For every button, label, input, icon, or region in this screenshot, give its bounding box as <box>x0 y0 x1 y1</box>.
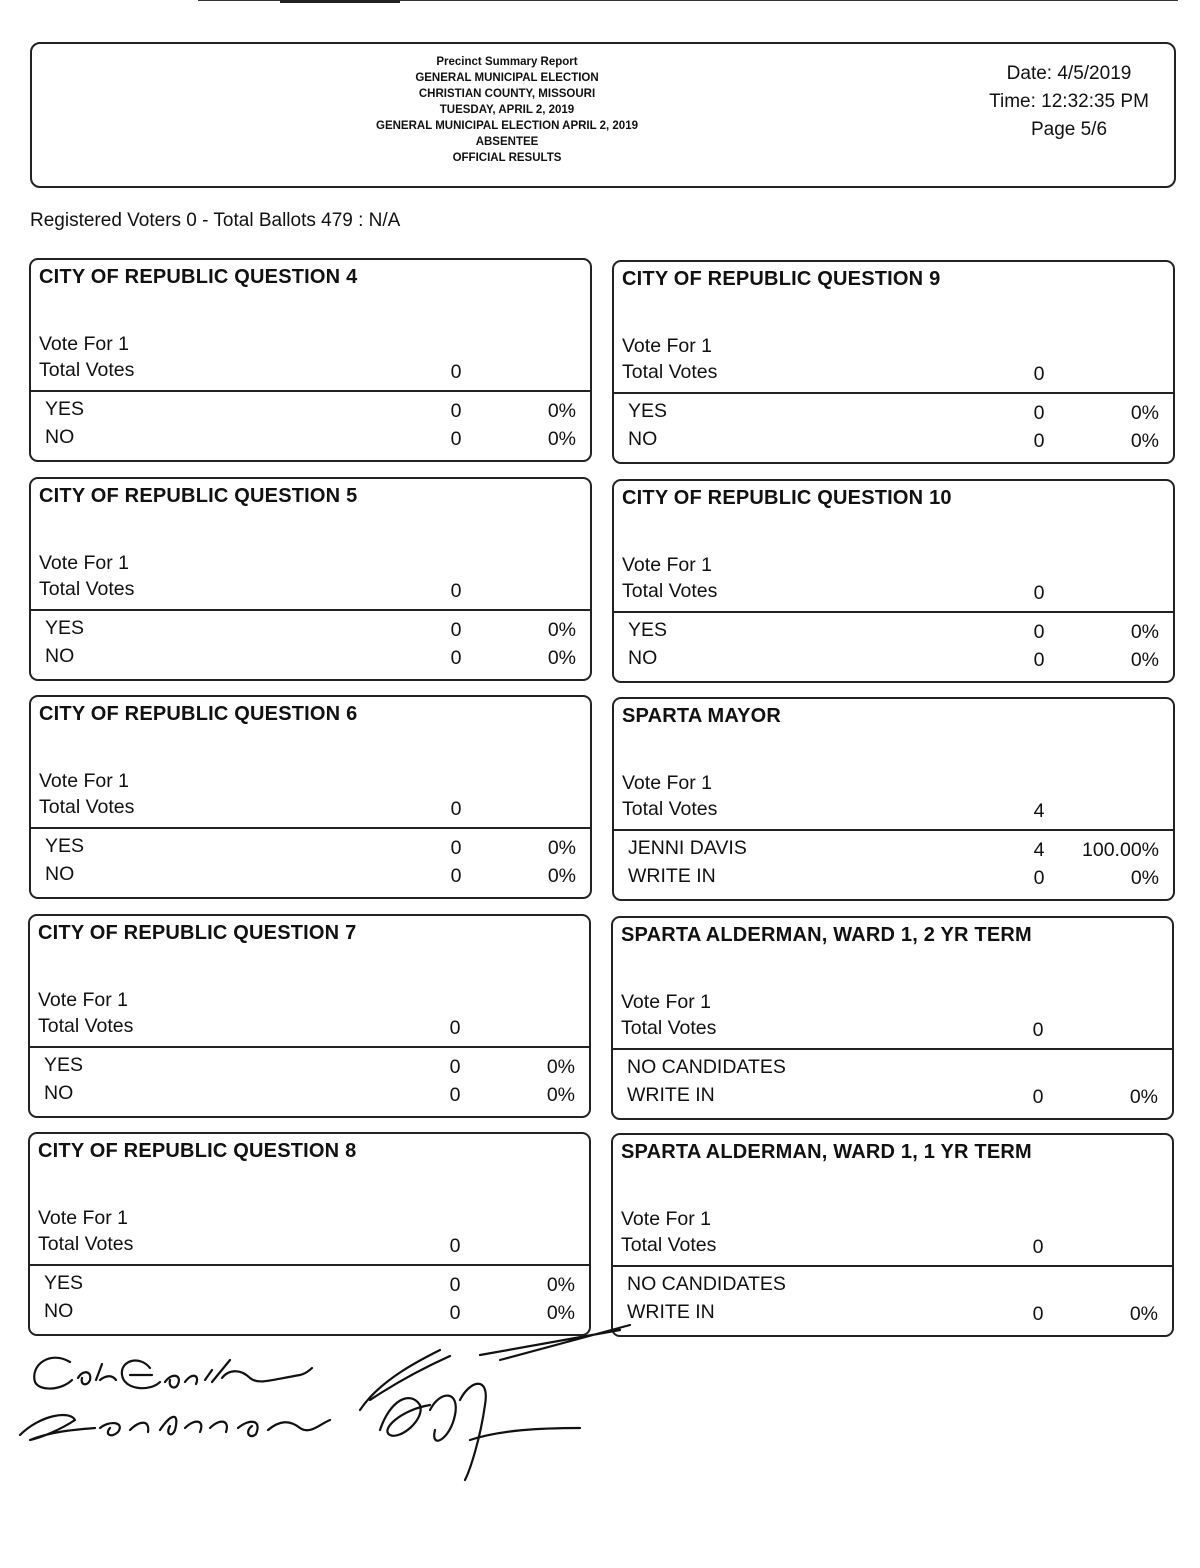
contest-box <box>612 479 1175 683</box>
choice-votes: 0 <box>1033 621 1045 643</box>
choice-row <box>45 645 576 671</box>
contest-title: SPARTA MAYOR <box>622 705 782 727</box>
contest-title: CITY OF REPUBLIC QUESTION 6 <box>39 703 358 725</box>
choice-name: WRITE IN <box>628 865 716 887</box>
total-votes-label: Total Votes <box>621 1017 717 1039</box>
choice-row <box>44 1082 575 1108</box>
choice-percent: 0% <box>1130 621 1159 643</box>
election-full-name: GENERAL MUNICIPAL ELECTION APRIL 2, 2019 <box>376 120 638 132</box>
choice-votes: 0 <box>450 619 462 641</box>
precinct-name: ABSENTEE <box>475 136 539 148</box>
choice-name: YES <box>628 619 668 641</box>
election-date: TUESDAY, APRIL 2, 2019 <box>439 104 575 116</box>
total-votes-label: Total Votes <box>622 798 718 820</box>
report-date: Date: 4/5/2019 <box>1006 63 1132 84</box>
choice-row <box>627 1084 1158 1110</box>
choice-name: YES <box>44 1272 84 1294</box>
choice-row <box>628 400 1159 426</box>
signature-2 <box>20 1415 330 1440</box>
choice-percent: 0% <box>547 428 576 450</box>
choice-row <box>45 426 576 452</box>
page-number: Page 5/6 <box>1030 119 1108 140</box>
choice-name: NO <box>628 428 658 450</box>
vote-for-label: Vote For 1 <box>39 770 129 792</box>
choice-row <box>44 1054 575 1080</box>
results-status: OFFICIAL RESULTS <box>452 152 562 164</box>
contest-divider <box>614 611 1173 613</box>
choice-row <box>628 647 1159 673</box>
contest-title: CITY OF REPUBLIC QUESTION 4 <box>39 266 358 288</box>
choice-percent: 0% <box>1130 649 1159 671</box>
vote-for-label: Vote For 1 <box>622 335 712 357</box>
choice-name: NO <box>44 1300 74 1322</box>
choice-name: NO <box>45 426 75 448</box>
vote-for-label: Vote For 1 <box>622 554 712 576</box>
contest-box <box>29 477 592 681</box>
total-votes-label: Total Votes <box>622 580 718 602</box>
contest-divider <box>614 392 1173 394</box>
top-rule-mark <box>280 0 400 3</box>
choice-votes: 0 <box>450 428 462 450</box>
total-votes-label: Total Votes <box>38 1015 134 1037</box>
choice-name: NO <box>45 863 75 885</box>
report-header <box>30 42 1176 188</box>
choice-percent: 0% <box>547 619 576 641</box>
contest-title: CITY OF REPUBLIC QUESTION 9 <box>622 268 941 290</box>
choice-percent: 0% <box>546 1084 575 1106</box>
report-meta <box>974 60 1164 144</box>
choice-percent: 0% <box>1130 402 1159 424</box>
contest-divider <box>613 1048 1172 1050</box>
choice-votes: 0 <box>449 1084 461 1106</box>
signature-line <box>480 1325 630 1360</box>
contest-box <box>29 695 592 899</box>
choice-votes: 0 <box>449 1274 461 1296</box>
choice-row <box>628 619 1159 645</box>
contest-divider <box>613 1265 1172 1267</box>
choice-row <box>45 863 576 889</box>
choice-percent: 0% <box>1129 1303 1158 1325</box>
contest-title: CITY OF REPUBLIC QUESTION 5 <box>39 485 358 507</box>
choice-name: YES <box>45 835 85 857</box>
report-title-block <box>332 54 682 166</box>
contest-box <box>28 914 591 1118</box>
contest-box <box>611 916 1174 1120</box>
contest-divider <box>30 1264 589 1266</box>
choice-row <box>628 428 1159 454</box>
total-votes-value: 0 <box>450 361 462 383</box>
vote-for-label: Vote For 1 <box>621 1208 711 1230</box>
total-votes-label: Total Votes <box>39 359 135 381</box>
total-votes-value: 0 <box>1033 363 1045 385</box>
choice-name: NO CANDIDATES <box>627 1273 786 1295</box>
choice-row <box>45 835 576 861</box>
choice-percent: 0% <box>546 1274 575 1296</box>
total-votes-value: 0 <box>1032 1236 1044 1258</box>
total-votes-label: Total Votes <box>621 1234 717 1256</box>
choice-votes: 0 <box>1033 649 1045 671</box>
choice-name: YES <box>44 1054 84 1076</box>
contest-box <box>612 260 1175 464</box>
vote-for-label: Vote For 1 <box>621 991 711 1013</box>
report-title: Precinct Summary Report <box>436 56 578 68</box>
vote-for-label: Vote For 1 <box>38 1207 128 1229</box>
total-votes-value: 0 <box>449 1235 461 1257</box>
signatures <box>0 1320 700 1500</box>
choice-row <box>45 617 576 643</box>
choice-percent: 0% <box>1130 867 1159 889</box>
registered-voters-summary: Registered Voters 0 - Total Ballots 479 : N/A <box>30 210 401 231</box>
signature-3 <box>360 1350 580 1480</box>
contest-divider <box>31 827 590 829</box>
choice-name: WRITE IN <box>627 1301 715 1323</box>
contest-divider <box>31 609 590 611</box>
choice-name: NO <box>45 645 75 667</box>
choice-votes: 0 <box>1033 867 1045 889</box>
election-name: GENERAL MUNICIPAL ELECTION <box>415 72 599 84</box>
choice-row <box>627 1056 1158 1082</box>
total-votes-value: 0 <box>1032 1019 1044 1041</box>
total-votes-label: Total Votes <box>38 1233 134 1255</box>
vote-for-label: Vote For 1 <box>39 333 129 355</box>
contest-title: SPARTA ALDERMAN, WARD 1, 1 YR TERM <box>621 1141 1032 1163</box>
choice-name: NO <box>628 647 658 669</box>
choice-percent: 0% <box>546 1302 575 1324</box>
total-votes-value: 0 <box>449 1017 461 1039</box>
choice-name: YES <box>628 400 668 422</box>
report-time: Time: 12:32:35 PM <box>989 91 1149 112</box>
choice-percent: 0% <box>546 1056 575 1078</box>
choice-votes: 0 <box>450 647 462 669</box>
contest-title: CITY OF REPUBLIC QUESTION 10 <box>622 487 952 509</box>
choice-name: WRITE IN <box>627 1084 715 1106</box>
contest-box <box>28 1132 591 1336</box>
total-votes-label: Total Votes <box>622 361 718 383</box>
total-votes-value: 0 <box>450 580 462 602</box>
signature-1 <box>34 1358 312 1389</box>
choice-percent: 0% <box>547 647 576 669</box>
choice-votes: 0 <box>1032 1086 1044 1108</box>
choice-row <box>628 837 1159 863</box>
vote-for-label: Vote For 1 <box>39 552 129 574</box>
choice-votes: 0 <box>450 400 462 422</box>
total-votes-label: Total Votes <box>39 796 135 818</box>
choice-percent: 0% <box>547 837 576 859</box>
choice-votes: 0 <box>450 837 462 859</box>
choice-votes: 0 <box>1032 1303 1044 1325</box>
choice-name: YES <box>45 398 85 420</box>
contest-box <box>612 697 1175 901</box>
contest-divider <box>31 390 590 392</box>
choice-votes: 0 <box>1033 402 1045 424</box>
choice-name: NO CANDIDATES <box>627 1056 786 1078</box>
choice-percent: 0% <box>1129 1086 1158 1108</box>
contest-box <box>611 1133 1174 1337</box>
choice-name: NO <box>44 1082 74 1104</box>
choice-votes: 0 <box>449 1302 461 1324</box>
choice-percent: 0% <box>1130 430 1159 452</box>
choice-votes: 0 <box>450 865 462 887</box>
county-name: CHRISTIAN COUNTY, MISSOURI <box>418 88 596 100</box>
total-votes-value: 4 <box>1033 800 1045 822</box>
choice-percent: 100.00% <box>1082 839 1159 861</box>
total-votes-value: 0 <box>1033 582 1045 604</box>
choice-row <box>627 1301 1158 1327</box>
choice-percent: 0% <box>547 865 576 887</box>
contest-box <box>29 258 592 462</box>
choice-row <box>627 1273 1158 1299</box>
choice-name: YES <box>45 617 85 639</box>
choice-votes: 0 <box>449 1056 461 1078</box>
choice-votes: 0 <box>1033 430 1045 452</box>
choice-row <box>628 865 1159 891</box>
choice-name: JENNI DAVIS <box>628 837 747 859</box>
choice-percent: 0% <box>547 400 576 422</box>
contest-divider <box>614 829 1173 831</box>
choice-row <box>45 398 576 424</box>
contest-title: SPARTA ALDERMAN, WARD 1, 2 YR TERM <box>621 924 1032 946</box>
contest-title: CITY OF REPUBLIC QUESTION 7 <box>38 922 357 944</box>
choice-votes: 4 <box>1033 839 1045 861</box>
vote-for-label: Vote For 1 <box>38 989 128 1011</box>
total-votes-label: Total Votes <box>39 578 135 600</box>
contest-title: CITY OF REPUBLIC QUESTION 8 <box>38 1140 357 1162</box>
contest-divider <box>30 1046 589 1048</box>
total-votes-value: 0 <box>450 798 462 820</box>
vote-for-label: Vote For 1 <box>622 772 712 794</box>
choice-row <box>44 1272 575 1298</box>
